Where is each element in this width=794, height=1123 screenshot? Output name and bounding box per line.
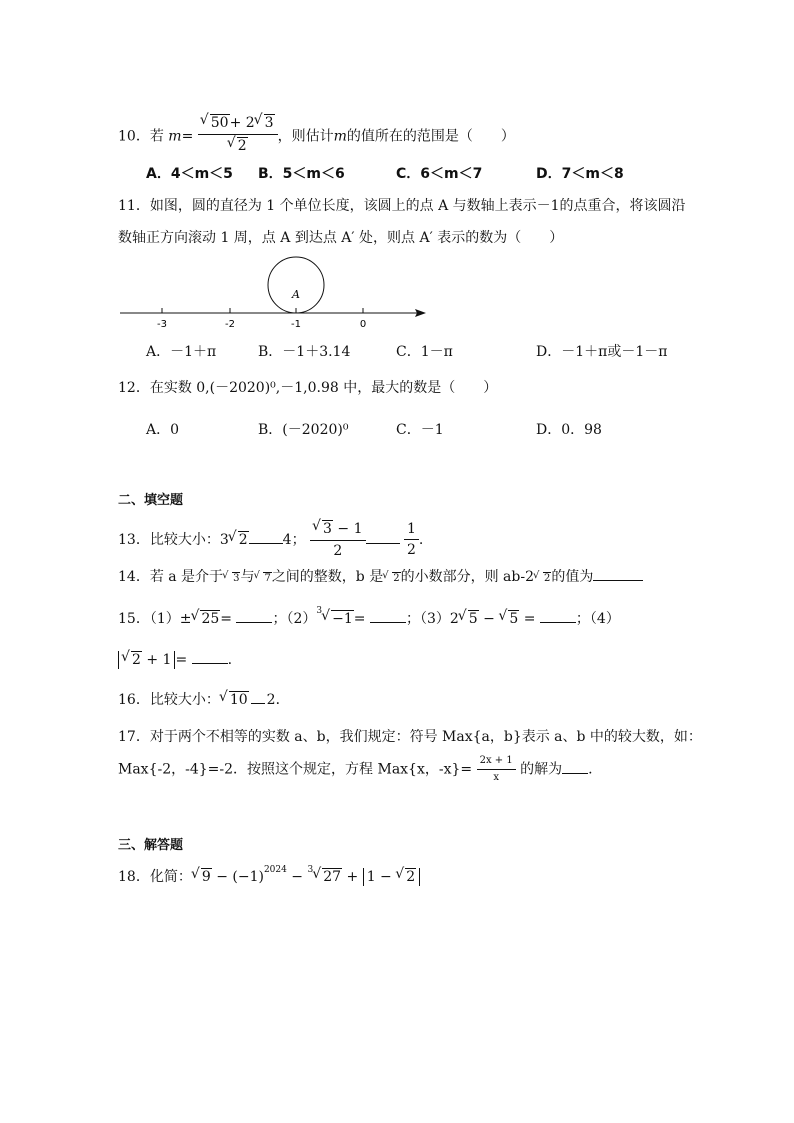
q15-blank-2[interactable]: [370, 609, 406, 623]
q14-sqrt-2b: √ 2: [534, 572, 551, 585]
q10-fraction: [198, 114, 278, 155]
q18-text-1: 18．化简：: [118, 869, 192, 885]
q10-stem: [118, 116, 515, 157]
q13-den: 2: [333, 542, 343, 559]
q13-sqrt-2: √ 2: [229, 531, 249, 549]
q18-exponent: 2024: [263, 865, 287, 875]
q11-tick-label-0: 0: [359, 319, 367, 330]
q11-tick-label-m3: -3: [157, 319, 167, 330]
q11-option-d: D．－1＋π或－1－π: [536, 344, 668, 360]
q18-cube-index: 3: [307, 865, 314, 875]
q12-option-b: B．(－2020)⁰: [258, 422, 349, 438]
q17-blank[interactable]: [562, 760, 588, 774]
q15-text-4: ；（4）: [575, 611, 620, 627]
q18-sqrt-2: √ 2: [396, 868, 416, 886]
q12-option-a: A．0: [146, 422, 180, 438]
q10-option-a: A．4＜m＜5: [146, 166, 233, 182]
q10-option-d: D．7＜m＜8: [536, 166, 624, 182]
q14-stem: [118, 567, 643, 586]
q10-suffix-1: ，则估计: [277, 128, 334, 145]
q15-cube-index: 3: [316, 606, 323, 616]
q10-var-m: m: [168, 128, 182, 145]
q15-text-3: ；（3）2: [405, 611, 459, 627]
q13-coef: 3: [219, 531, 229, 548]
q17-end: .: [588, 761, 593, 778]
q14-sqrt-7: √ 7: [254, 572, 271, 585]
q16-text-2: 2．: [266, 692, 290, 708]
q10-suffix-2: 的值所在的范围是（ ）: [346, 128, 515, 145]
q17-line1: 17．对于两个不相等的实数 a、b，我们规定：符号 Max{a，b}表示 a、b 中的较大数，如：: [118, 729, 702, 745]
q17-line2: [118, 755, 593, 784]
q10-eq: =: [181, 128, 194, 145]
q13-end: .: [418, 531, 424, 548]
q12-option-d: D．0．98: [536, 422, 602, 438]
q13-blank-1[interactable]: [249, 530, 283, 544]
section-fill-in-title: 二、填空题: [118, 493, 184, 508]
q10-num-plus: + 2: [229, 115, 255, 131]
q15-sqrt-5a: √ 5: [459, 610, 479, 628]
q14-text-3: 之间的整数，b 是: [271, 569, 384, 585]
q15-sqrt-2: √ 2: [122, 651, 142, 669]
q14-text-1: 14．若 a 是介于: [118, 569, 224, 585]
q13-blank-2[interactable]: [366, 530, 400, 544]
q11-point-a-label: A: [292, 288, 300, 301]
q17-text-1: Max{-2，-4}=-2．按照这个规定，方程 Max{x，-x}=: [118, 761, 473, 778]
q15-text-1: 15．（1）±: [118, 611, 192, 627]
q15-blank-3[interactable]: [540, 609, 576, 623]
q10-var-m2: m: [333, 128, 347, 145]
q13-sqrt-3: √ 3: [313, 520, 333, 538]
q11-option-b: B．－1＋3.14: [258, 344, 351, 360]
q10-option-b: B．5＜m＜6: [258, 166, 345, 182]
q11-number-line-figure: [110, 250, 440, 335]
q18-stem: [118, 865, 420, 886]
q17-text-2: 的解为: [520, 761, 563, 778]
q15-eq-3: =: [519, 611, 540, 627]
q10-number: 10．: [118, 128, 150, 145]
q15-eq-1: =: [220, 611, 237, 627]
q18-cbrt-27: √ 27: [313, 868, 342, 886]
q15-cbrt-neg1: √ −1: [322, 610, 354, 628]
section-solve-title: 三、解答题: [118, 838, 184, 853]
q13-stem: [118, 520, 423, 560]
q14-sqrt-2a: √ 2: [383, 572, 400, 585]
q17-fraction: $\frac{2x + 1}{x}$: [477, 755, 516, 784]
q18-absolute-value: 1 − √ 2: [363, 868, 420, 886]
q11-circle: [268, 257, 324, 313]
q12-option-c: C．－1: [396, 422, 444, 438]
q15-absolute-value: √ 2 + 1: [118, 651, 175, 669]
q14-blank[interactable]: [593, 567, 643, 581]
q10-prefix: 若: [149, 128, 164, 145]
q11-tick-label-m1: -1: [291, 319, 301, 330]
q10-sqrt-3: √ 3: [255, 114, 275, 132]
q10-sqrt-2: √ 2: [228, 137, 248, 155]
q15-sqrt-25: √ 25: [191, 610, 220, 628]
q10-sqrt-50: √ 50: [201, 114, 230, 132]
q15-line2: [118, 650, 232, 669]
q16-stem: [118, 690, 290, 709]
q18-minus: −: [286, 869, 308, 885]
q16-sqrt-10: √ 10: [220, 691, 249, 709]
q15-eq-4: =: [175, 652, 192, 668]
q12-stem: 12．在实数 0,(－2020)⁰,－1,0.98 中，最大的数是（ ）: [118, 380, 498, 396]
q15-text-2: ；（2）: [272, 611, 317, 627]
q10-option-c: C．6＜m＜7: [396, 166, 483, 182]
q18-power-base: − (−1): [211, 869, 264, 885]
q18-sqrt-9: √ 9: [192, 868, 212, 886]
q11-line2: 数轴正方向滚动 1 周，点 A 到达点 A′ 处，则点 A′ 表示的数为（ ）: [118, 230, 564, 246]
q15-blank-1[interactable]: [236, 609, 272, 623]
q14-sqrt-3: √ 3: [223, 572, 240, 585]
q13-number: 13．比较大小：: [118, 531, 220, 548]
q11-line1: 11．如图，圆的直径为 1 个单位长度，该圆上的点 A 与数轴上表示－1的点重合，将该圆沿: [118, 198, 686, 214]
q11-tick-label-m2: -2: [225, 319, 235, 330]
q13-fraction-right: $\frac{1}{2}$: [404, 521, 419, 560]
q15-end: .: [227, 652, 233, 668]
q15-sqrt-5b: √ 5: [499, 610, 519, 628]
q14-text-4: 的小数部分，则 ab-2: [400, 569, 535, 585]
q15-blank-4[interactable]: [192, 650, 228, 664]
q13-four: 4；: [282, 531, 306, 548]
q15-minus: −: [478, 611, 500, 627]
q14-text-2: 与: [240, 569, 255, 585]
q15-line1: [118, 606, 620, 628]
q16-text-1: 16．比较大小：: [118, 692, 220, 708]
q11-option-c: C．1－π: [396, 344, 453, 360]
q13-fraction-left: [310, 520, 365, 560]
q11-option-a: A．－1＋π: [146, 344, 217, 360]
q15-eq-2: =: [353, 611, 370, 627]
q16-blank[interactable]: [251, 690, 265, 704]
q14-text-5: 的值为: [551, 569, 594, 585]
q18-plus: +: [342, 869, 363, 885]
q13-num-tail: − 1: [332, 521, 363, 537]
